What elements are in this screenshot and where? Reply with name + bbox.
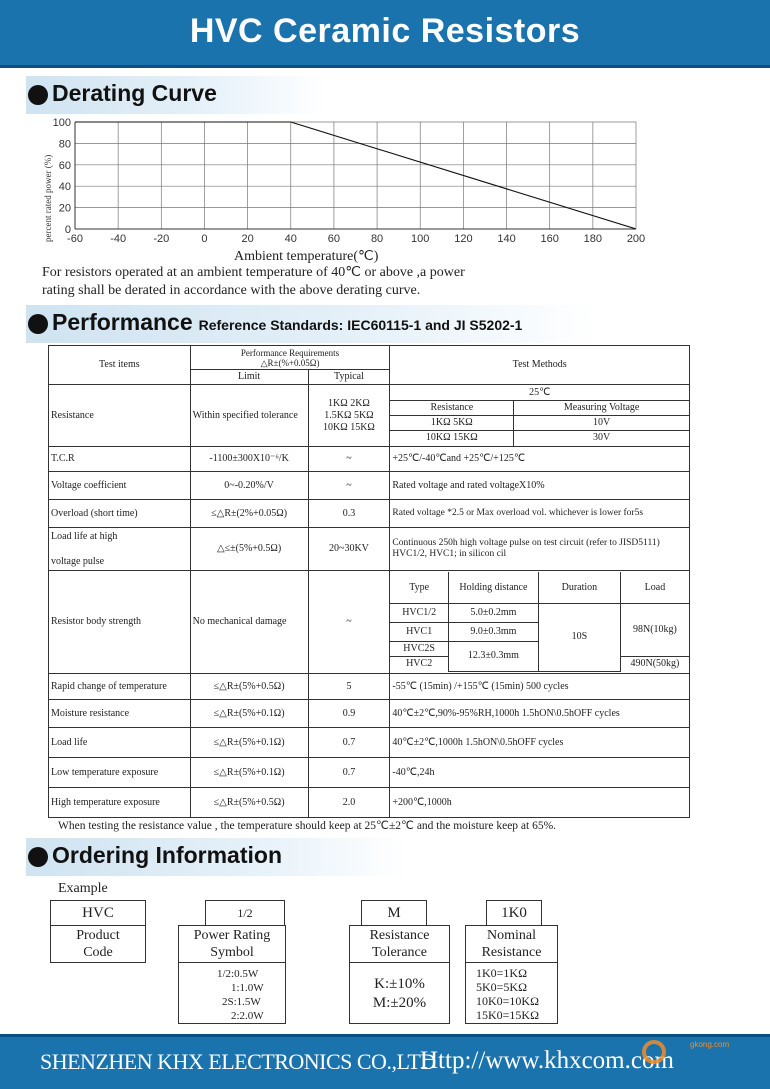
header-requirements: Performance Requirements △R±(%+0.05Ω) — [190, 346, 390, 370]
strength-load: 98N(10kg) — [620, 603, 689, 656]
method-high-temp: +200℃,1000h — [390, 788, 690, 818]
company-url[interactable]: Http://www.khxcom.com — [420, 1047, 674, 1074]
strength-col-load: Load — [620, 572, 689, 603]
limit-overload: ≤△R±(2%+0.05Ω) — [190, 500, 308, 528]
x-tick-label: -60 — [67, 233, 83, 245]
typical-load-life: 0.7 — [308, 728, 390, 758]
measuring-r1: 1KΩ 5KΩ — [390, 416, 513, 431]
nominal-resistance-label: Nominal Resistance — [465, 925, 558, 963]
strength-col-type: Type — [390, 572, 448, 603]
item-resistance: Resistance — [49, 385, 191, 447]
limit-voltage-coefficient: 0~-0.20%/V — [190, 472, 308, 500]
derating-note-line1: For resistors operated at an ambient temperature of 40℃ or above ,a power — [42, 265, 465, 280]
typical-low-temp: 0.7 — [308, 758, 390, 788]
table-row — [49, 346, 690, 370]
limit-resistance: Within specified tolerance — [190, 385, 308, 447]
x-tick-label: 40 — [284, 233, 297, 245]
x-tick-label: 160 — [540, 233, 559, 245]
y-tick-label: 0 — [64, 224, 71, 236]
limit-load-life: ≤△R±(5%+0.1Ω) — [190, 728, 308, 758]
method-body-strength — [390, 571, 690, 674]
example-label: Example — [58, 881, 108, 896]
x-tick-label: 0 — [201, 233, 208, 245]
typical-resistance: 1KΩ 2KΩ 1.5KΩ 5KΩ 10KΩ 15KΩ — [308, 385, 390, 447]
typical-body-strength: ~ — [308, 571, 390, 674]
strength-type: HVC2S — [390, 641, 448, 656]
x-tick-label: 100 — [411, 233, 430, 245]
watermark: gkong.com — [690, 1040, 730, 1049]
strength-duration: 10S — [538, 603, 620, 671]
table-row — [49, 447, 690, 472]
performance-heading — [52, 309, 522, 336]
table-row — [49, 528, 690, 571]
table-row — [49, 758, 690, 788]
table-row — [49, 788, 690, 818]
typical-load-life-hv: 20~30KV — [308, 528, 390, 571]
ordering-heading: Ordering Information — [52, 842, 282, 868]
table-row — [49, 571, 690, 674]
table-row — [49, 700, 690, 728]
strength-col-duration: Duration — [538, 572, 620, 603]
derating-heading: Derating Curve — [52, 80, 217, 106]
x-tick-label: -40 — [110, 233, 127, 245]
item-moisture: Moisture resistance — [49, 700, 191, 728]
chart-grid — [75, 122, 636, 229]
x-tick-label: 140 — [497, 233, 516, 245]
limit-rapid-change: ≤△R±(5%+0.5Ω) — [190, 674, 308, 700]
table-row — [49, 728, 690, 758]
typical-high-temp: 2.0 — [308, 788, 390, 818]
strength-distance: 12.3±0.3mm — [448, 641, 538, 671]
item-tcr: T.C.R — [49, 447, 191, 472]
nominal-code-box: 1K0 — [486, 900, 542, 926]
typical-moisture: 0.9 — [308, 700, 390, 728]
tolerance-code-box: M — [361, 900, 427, 926]
x-tick-label: 80 — [370, 233, 384, 245]
method-load-life: 40℃±2℃,1000h 1.5hON\0.5hOFF cycles — [390, 728, 690, 758]
nominal-resistance-values: 1K0=1KΩ 5K0=5KΩ 10K0=10KΩ 15K0=15KΩ — [465, 962, 558, 1024]
bullet-icon — [28, 314, 48, 334]
ordering-section-header — [26, 838, 406, 876]
company-name: SHENZHEN KHX ELECTRONICS CO.,LTD — [40, 1049, 436, 1074]
bullet-icon — [28, 847, 48, 867]
table-row — [49, 472, 690, 500]
strength-distance: 5.0±0.2mm — [448, 603, 538, 622]
item-body-strength: Resistor body strength — [49, 571, 191, 674]
page-title: HVC Ceramic Resistors — [189, 12, 581, 50]
derating-line — [75, 122, 636, 229]
strength-type: HVC2 — [390, 656, 448, 671]
table-row — [49, 385, 690, 447]
strength-col-holding: Holding distance — [448, 572, 538, 603]
header-test-methods: Test Methods — [390, 346, 690, 385]
method-low-temp: -40℃,24h — [390, 758, 690, 788]
method-tcr: +25℃/-40℃and +25℃/+125℃ — [390, 447, 690, 472]
method-moisture: 40℃±2℃,90%-95%RH,1000h 1.5hON\0.5hOFF cycles — [390, 700, 690, 728]
derating-note — [42, 264, 465, 300]
limit-body-strength: No mechanical damage — [190, 571, 308, 674]
measuring-v1: 10V — [514, 416, 689, 431]
power-rating-label: Power Rating Symbol — [178, 925, 286, 963]
limit-moisture: ≤△R±(5%+0.1Ω) — [190, 700, 308, 728]
header-test-items: Test items — [49, 346, 191, 385]
item-load-life-hv: Load life at high voltage pulse — [49, 528, 191, 571]
method-rapid-change: -55℃ (15min) /+155℃ (15min) 500 cycles — [390, 674, 690, 700]
measuring-table — [390, 386, 689, 446]
derating-note-line2: rating shall be derated in accordance with the above derating curve. — [42, 283, 421, 298]
x-tick-label: 200 — [626, 233, 646, 245]
method-resistance — [390, 385, 690, 447]
y-tick-label: 100 — [52, 117, 71, 129]
measuring-col-resistance: Resistance — [390, 401, 513, 416]
tolerance-values: K:±10% M:±20% — [349, 962, 450, 1024]
limit-low-temp: ≤△R±(5%+0.1Ω) — [190, 758, 308, 788]
tolerance-label: Resistance Tolerance — [349, 925, 450, 963]
item-rapid-change: Rapid change of temperature — [49, 674, 191, 700]
item-load-life: Load life — [49, 728, 191, 758]
performance-section-header — [26, 305, 596, 343]
table-row — [49, 674, 690, 700]
measuring-v2: 30V — [514, 431, 689, 446]
x-axis-label: Ambient temperature(℃) — [234, 249, 379, 264]
table-row — [49, 500, 690, 528]
performance-subtitle: Reference Standards: IEC60115-1 and JI S5202-1 — [198, 317, 523, 333]
limit-high-temp: ≤△R±(5%+0.5Ω) — [190, 788, 308, 818]
strength-load: 490N(50kg) — [620, 656, 689, 671]
item-voltage-coefficient: Voltage coefficient — [49, 472, 191, 500]
y-axis-label: percent rated power (%) — [43, 154, 53, 242]
measuring-temp: 25℃ — [390, 386, 689, 401]
product-code-label: Product Code — [50, 925, 146, 963]
performance-title: Performance — [52, 309, 193, 335]
derating-section-header — [26, 76, 326, 114]
gear-logo-icon — [642, 1040, 666, 1064]
y-tick-label: 20 — [58, 202, 71, 215]
bullet-icon — [28, 85, 48, 105]
x-tick-label: 180 — [583, 233, 603, 245]
typical-overload: 0.3 — [308, 500, 390, 528]
y-tick-label: 60 — [58, 159, 71, 172]
strength-table — [390, 572, 689, 672]
item-high-temp: High temperature exposure — [49, 788, 191, 818]
method-overload: Rated voltage *2.5 or Max overload vol. whichever is lower for5s — [390, 500, 690, 528]
performance-table — [48, 345, 690, 818]
strength-type: HVC1 — [390, 622, 448, 641]
typical-rapid-change: 5 — [308, 674, 390, 700]
x-tick-label: 60 — [327, 233, 341, 245]
page-header — [0, 0, 770, 68]
product-code-box: HVC — [50, 900, 146, 926]
method-voltage-coefficient: Rated voltage and rated voltageX10% — [390, 472, 690, 500]
typical-tcr: ~ — [308, 447, 390, 472]
y-tick-label: 80 — [58, 138, 71, 151]
performance-footnote: When testing the resistance value , the temperature should keep at 25℃±2℃ and the moisture keep at 65%. — [58, 820, 557, 832]
typical-voltage-coefficient: ~ — [308, 472, 390, 500]
x-tick-label: 120 — [454, 233, 473, 245]
power-code-box: 1/2 — [205, 900, 285, 926]
strength-type: HVC1/2 — [390, 603, 448, 622]
measuring-col-voltage: Measuring Voltage — [514, 401, 689, 416]
method-load-life-hv: Continuous 250h high voltage pulse on test circuit (refer to JISD5111) HVC1/2, HVC1; in silicon cil — [390, 528, 690, 571]
power-rating-values: 1/2:0.5W 1:1.0W 2S:1.5W 2:2.0W — [178, 962, 286, 1024]
item-overload: Overload (short time) — [49, 500, 191, 528]
header-typical: Typical — [308, 370, 390, 385]
measuring-r2: 10KΩ 15KΩ — [390, 431, 513, 446]
x-tick-label: 20 — [241, 233, 254, 245]
y-tick-label: 40 — [58, 181, 71, 194]
limit-tcr: -1100±300X10⁻⁶/K — [190, 447, 308, 472]
strength-distance: 9.0±0.3mm — [448, 622, 538, 641]
item-low-temp: Low temperature exposure — [49, 758, 191, 788]
x-tick-label: -20 — [153, 233, 170, 245]
header-limit: Limit — [190, 370, 308, 385]
limit-load-life-hv: △≤±(5%+0.5Ω) — [190, 528, 308, 571]
